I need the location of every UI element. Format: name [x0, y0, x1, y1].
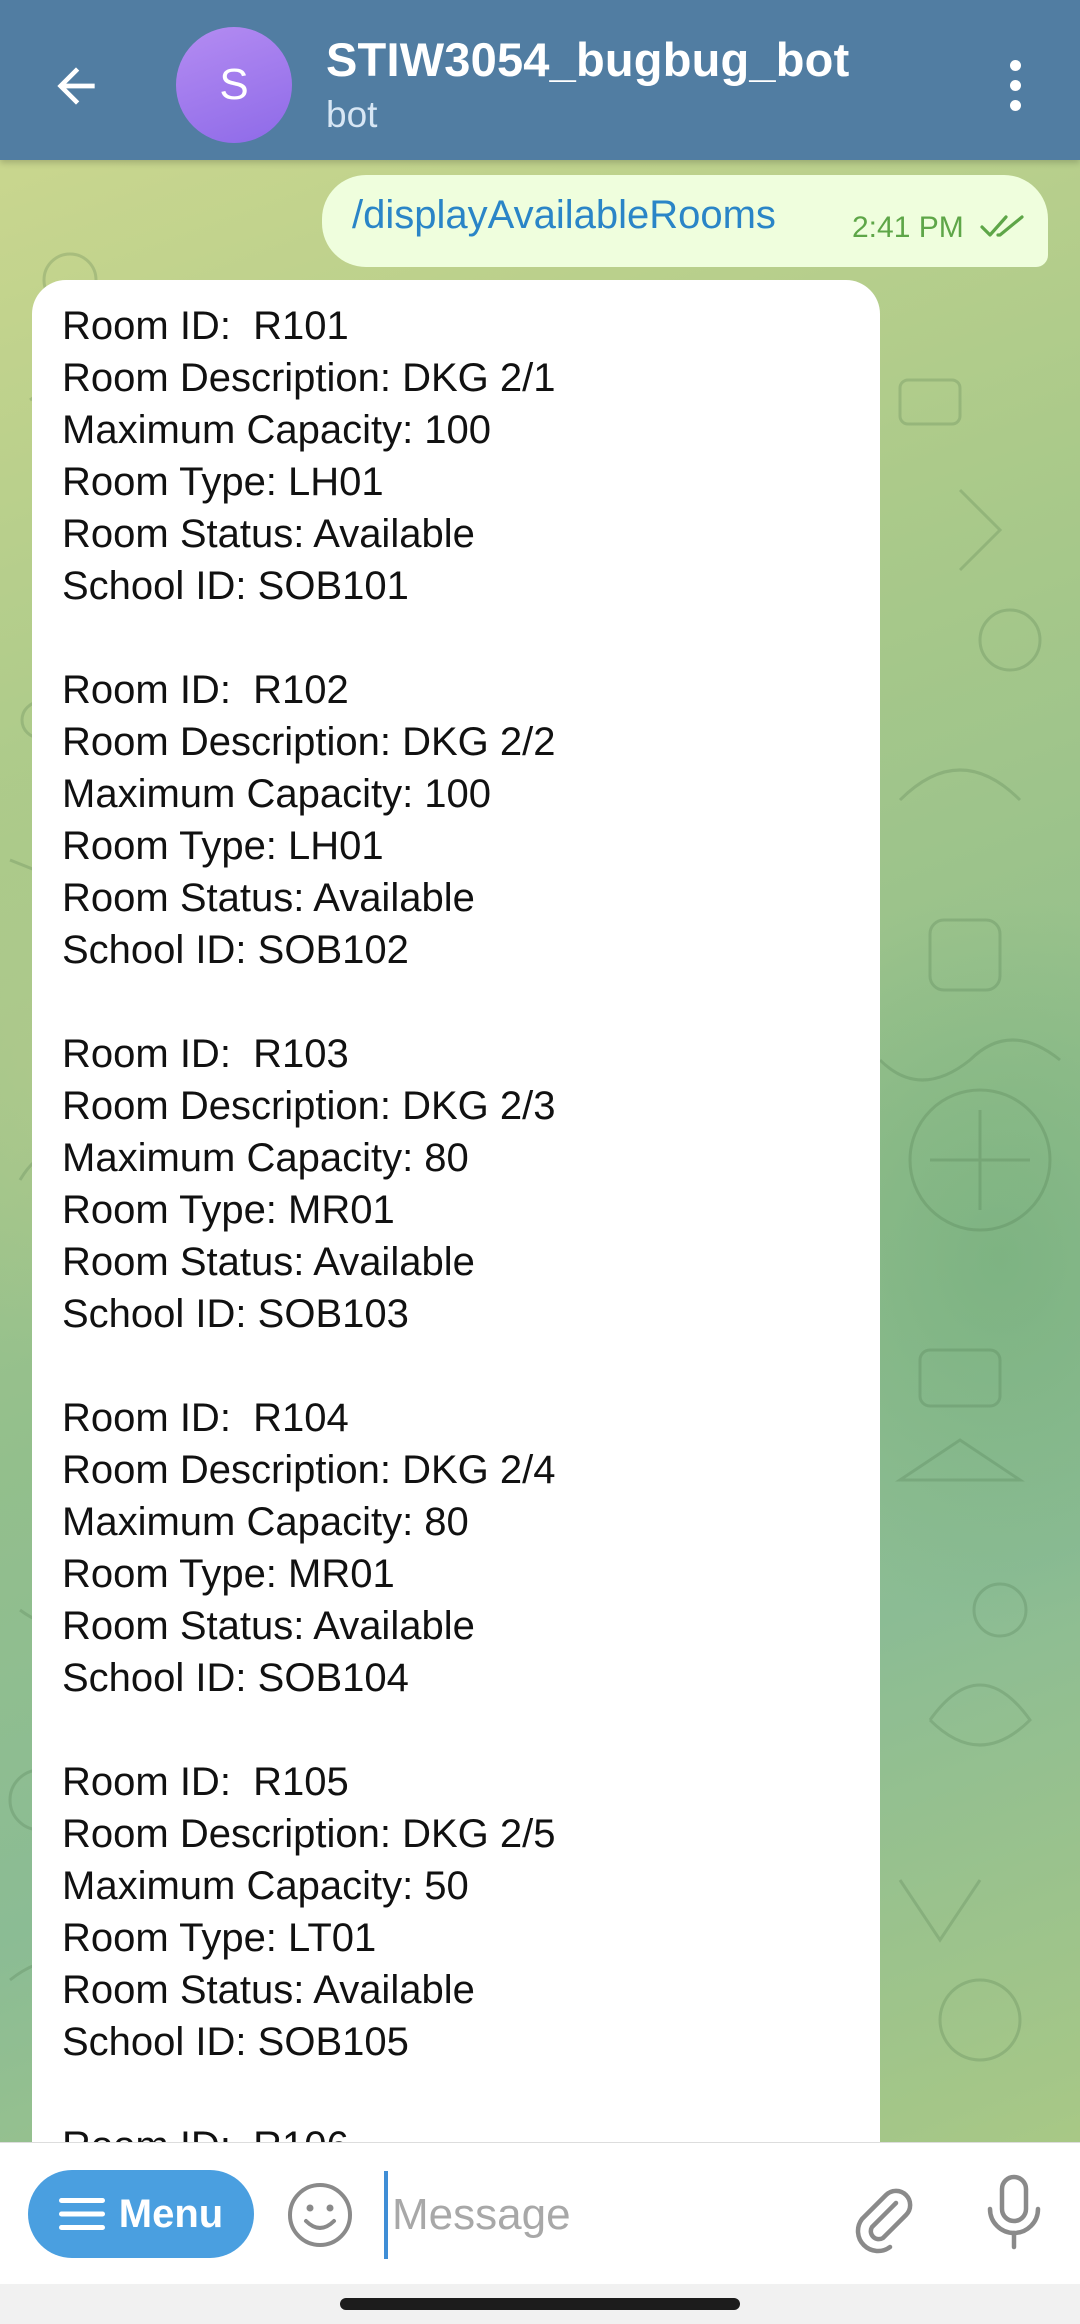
room-capacity: Maximum Capacity: 80 — [62, 1136, 469, 1180]
system-navigation-bar — [0, 2284, 1080, 2324]
room-school-id: School ID: SOB104 — [62, 1656, 409, 1700]
message-time: 2:41 PM — [852, 211, 964, 244]
room-status: Room Status: Available — [62, 1968, 475, 2012]
room-entry — [62, 1028, 850, 1340]
more-vertical-icon — [1010, 60, 1021, 71]
room-id: Room ID: R102 — [62, 668, 349, 712]
room-entry — [62, 1392, 850, 1704]
message-input[interactable] — [384, 2171, 824, 2259]
chat-title[interactable]: STIW3054_bugbug_bot — [326, 33, 850, 86]
room-id: Room ID: R104 — [62, 1396, 349, 1440]
paperclip-icon[interactable] — [850, 2179, 914, 2249]
room-id: Room ID: R103 — [62, 1032, 349, 1076]
room-type: Room Type: MR01 — [62, 1552, 395, 1596]
room-school-id: School ID: SOB105 — [62, 2020, 409, 2064]
room-id: Room ID: R105 — [62, 1760, 349, 1804]
room-type: Room Type: LH01 — [62, 824, 384, 868]
chat-subtitle: bot — [326, 94, 378, 135]
room-entry — [62, 1756, 850, 2068]
room-entry — [62, 300, 850, 612]
room-capacity: Maximum Capacity: 80 — [62, 1500, 469, 1544]
menu-label: Menu — [118, 2191, 224, 2236]
room-capacity: Maximum Capacity: 100 — [62, 772, 492, 816]
avatar[interactable] — [176, 27, 292, 143]
chat-area[interactable] — [0, 160, 1080, 2142]
room-description: Room Description: DKG 2/4 — [62, 1448, 556, 1492]
incoming-message-bubble[interactable] — [32, 280, 880, 2180]
room-id: Room ID: R101 — [62, 304, 349, 348]
microphone-icon[interactable] — [982, 2173, 1046, 2253]
chat-header — [0, 0, 1080, 160]
room-type: Room Type: LH01 — [62, 460, 384, 504]
room-capacity: Maximum Capacity: 100 — [62, 408, 492, 452]
room-type: Room Type: MR01 — [62, 1188, 395, 1232]
room-description: Room Description: DKG 2/3 — [62, 1084, 556, 1128]
room-school-id: School ID: SOB101 — [62, 564, 409, 608]
outgoing-message-bubble[interactable] — [322, 175, 1048, 267]
room-status: Room Status: Available — [62, 876, 475, 920]
command-link[interactable]: /displayAvailableRooms — [352, 193, 776, 237]
message-composer — [0, 2142, 1080, 2285]
arrow-left-icon — [48, 58, 104, 114]
bot-menu-button[interactable] — [28, 2170, 254, 2258]
room-status: Room Status: Available — [62, 512, 475, 556]
more-options-button[interactable] — [990, 48, 1040, 122]
room-type: Room Type: LT01 — [62, 1916, 377, 1960]
back-button[interactable] — [34, 44, 118, 128]
room-entry — [62, 664, 850, 976]
room-description: Room Description: DKG 2/1 — [62, 356, 556, 400]
double-check-icon — [980, 213, 1026, 239]
smiley-icon[interactable] — [286, 2181, 354, 2249]
room-status: Room Status: Available — [62, 1240, 475, 1284]
home-indicator[interactable] — [340, 2298, 740, 2310]
room-description: Room Description: DKG 2/2 — [62, 720, 556, 764]
room-school-id: School ID: SOB102 — [62, 928, 409, 972]
room-description: Room Description: DKG 2/5 — [62, 1812, 556, 1856]
hamburger-icon — [59, 2196, 105, 2232]
room-status: Room Status: Available — [62, 1604, 475, 1648]
room-capacity: Maximum Capacity: 50 — [62, 1864, 469, 1908]
avatar-letter: S — [219, 60, 249, 109]
room-school-id: School ID: SOB103 — [62, 1292, 409, 1336]
